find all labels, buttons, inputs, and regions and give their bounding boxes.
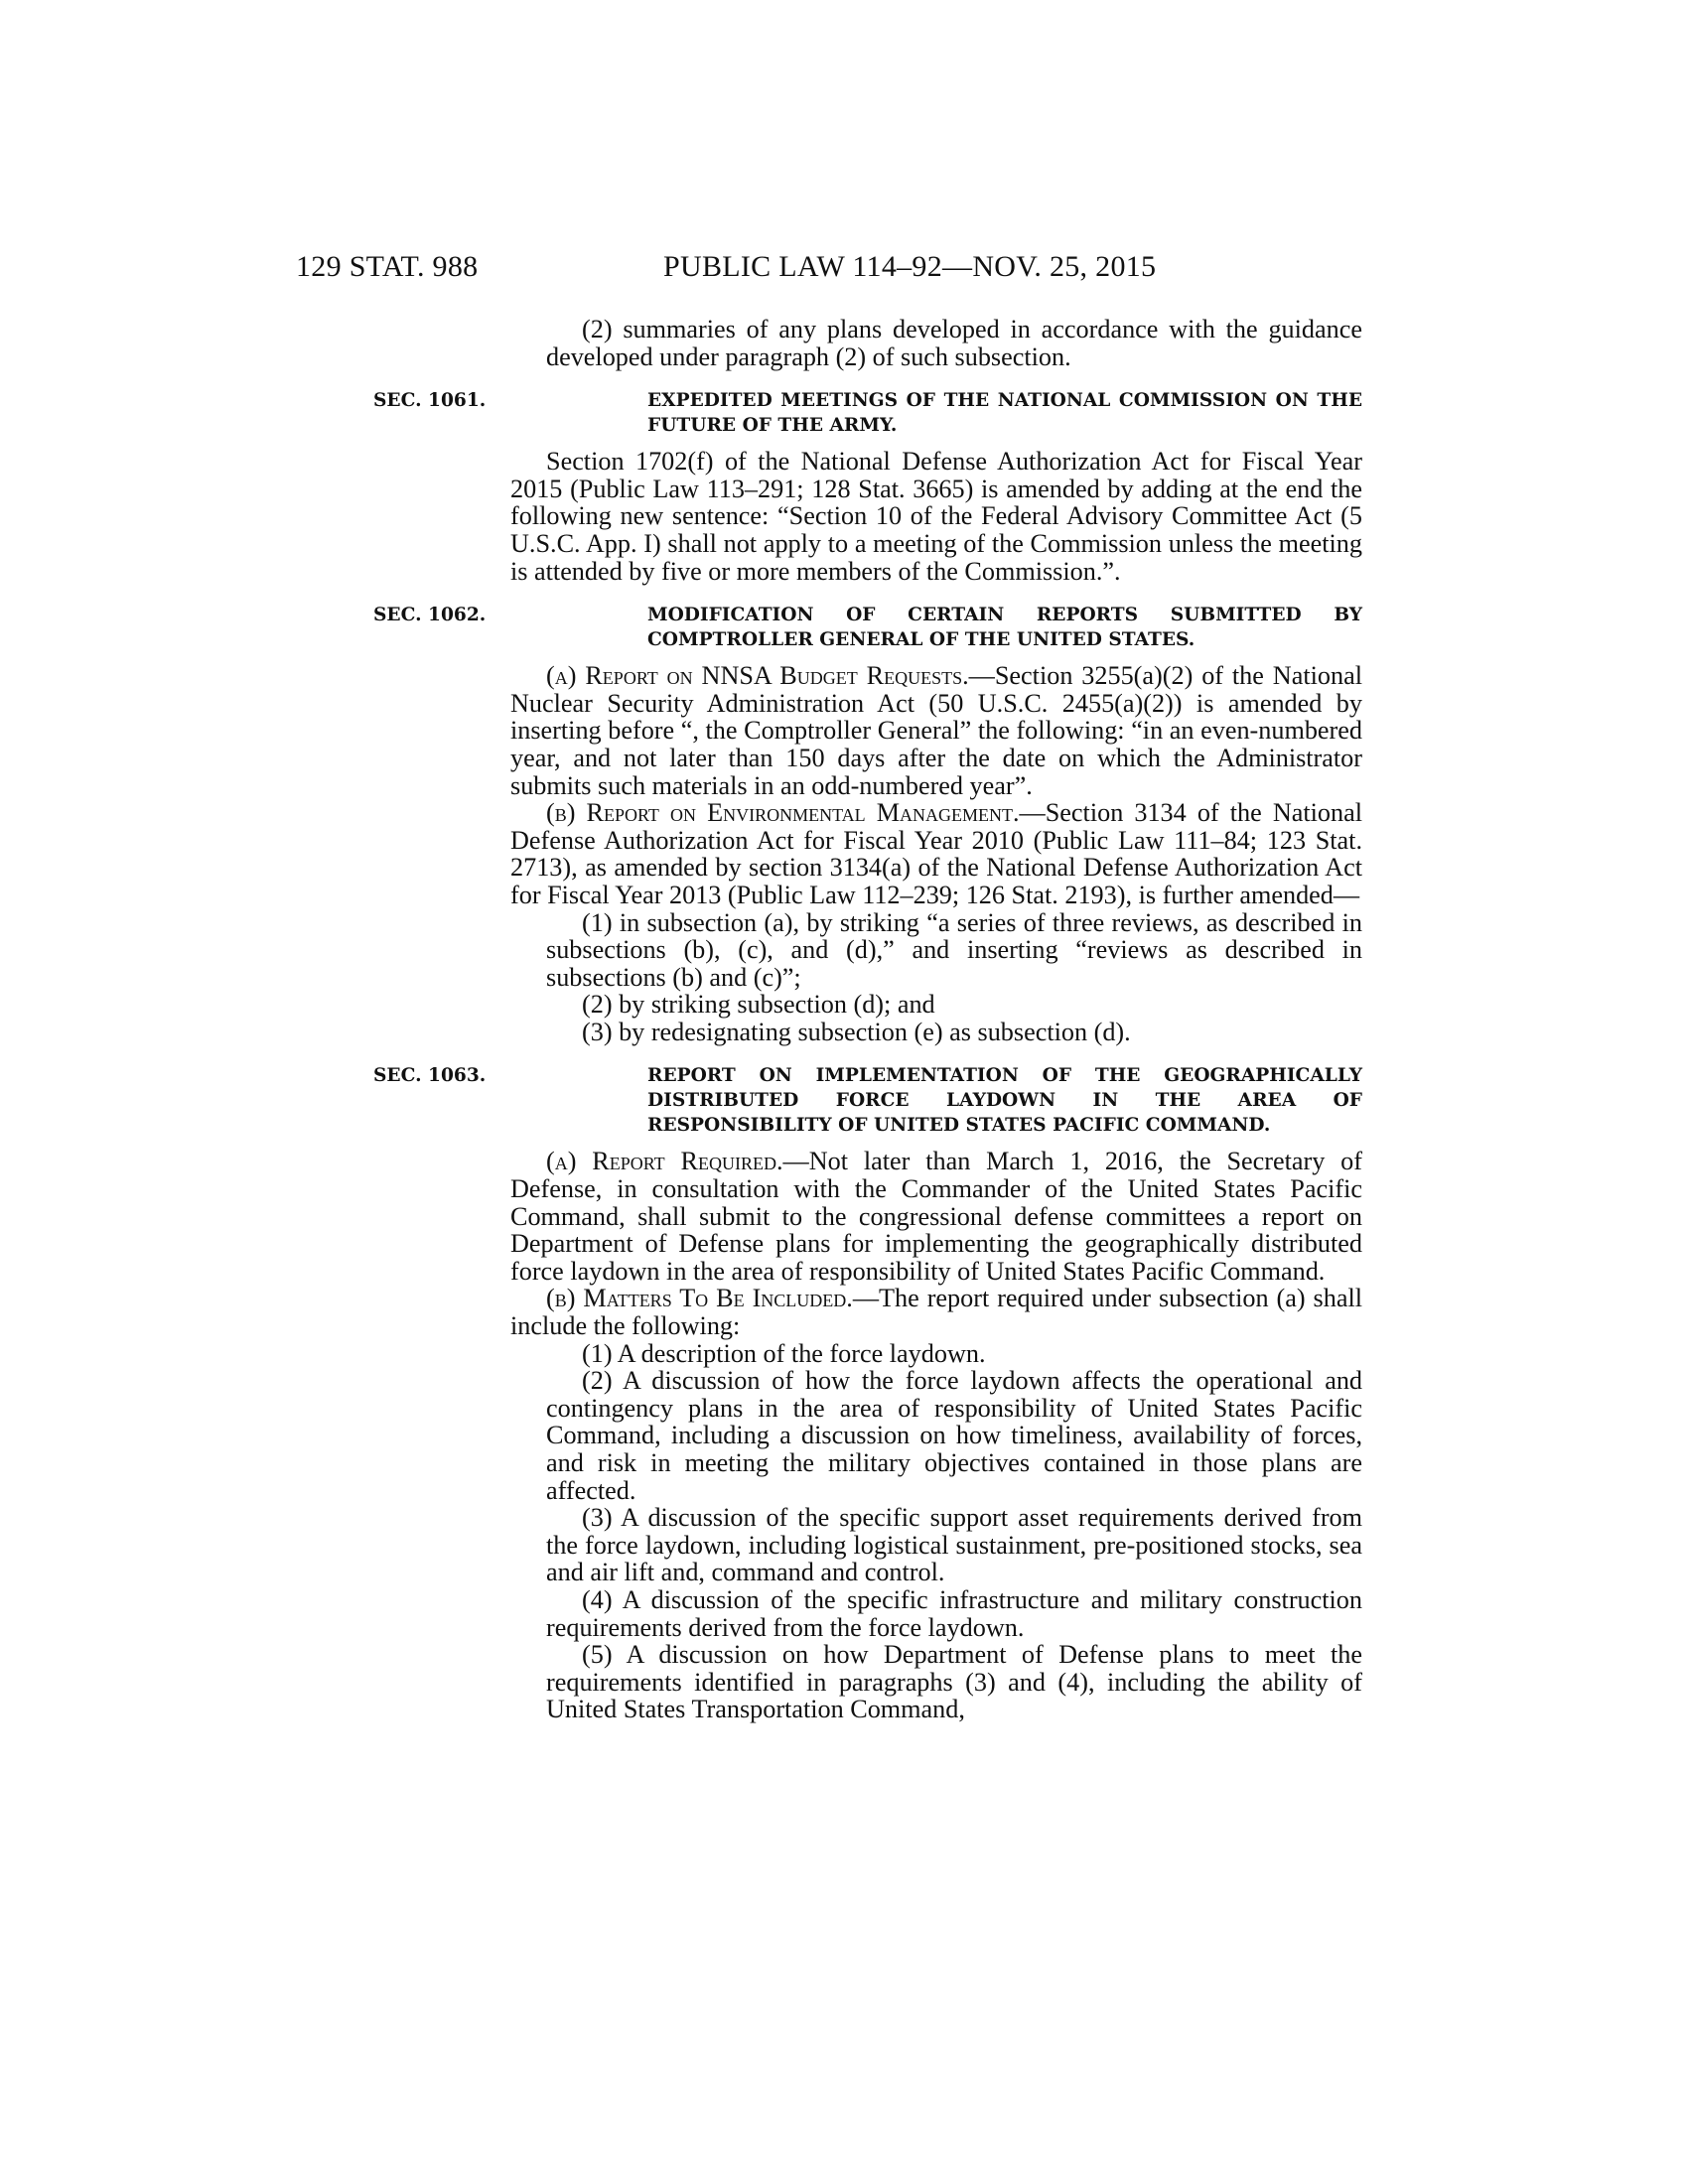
section-1063-a-heading: (a) Report Required. (546, 1147, 783, 1176)
section-1062-subsection-b (510, 799, 1362, 908)
section-1063-item-3: (3) A discussion of the specific support asset requirements derived from the force laydown, including logistical sustainment, pre-positioned stocks, sea and air lift and, command and control. (546, 1503, 1362, 1587)
section-1061-text: Section 1702(f) of the National Defense Authorization Act for Fiscal Year 2015 (Public Law 113–291; 128 Stat. 3665) is amended by adding at the end the following new sentence: “Section 10 of the Federal Advisory Committee Act (5 U.S.C. App. I) shall not apply to a meeting of the Commission unless the meeting is attended by five or more members of the Commission.”. (510, 447, 1362, 586)
section-1062-subsection-a (510, 662, 1362, 799)
section-1063-title: REPORT ON IMPLEMENTATION OF THE GEOGRAPHICALLY DISTRIBUTED FORCE LAYDOWN IN THE AREA OF RESPONSIBILITY OF UNITED STATES PACIFIC COMMAND. (647, 1065, 1362, 1137)
section-1062-heading (373, 603, 1362, 652)
section-1062-item-1: (1) in subsection (a), by striking “a series of three reviews, as described in subsections (b), (c), and (d),” and inserting “reviews as described in subsections (b) and (c)”; (546, 907, 1362, 992)
section-1062-label: SEC. 1062. (373, 605, 487, 626)
section-1061-heading (373, 388, 1362, 438)
section-1063-item-1: (1) A description of the force laydown. (582, 1338, 986, 1368)
section-1062-a-heading: (a) Report on NNSA Budget Requests. (546, 661, 969, 691)
section-1062-b-text: —Section 3134 of the National Defense Authorization Act for Fiscal Year 2010 (Public Law 111–84; 123 Stat. 2713), as amended by section 3134(a) of the National Defense Authorization Act for Fiscal Year 2013 (Public Law 112–239; 126 Stat. 2193), is further amended— (510, 798, 1362, 909)
section-1062-title: MODIFICATION OF CERTAIN REPORTS SUBMITTED BY COMPTROLLER GENERAL OF THE UNITED STATES. (647, 605, 1362, 651)
section-1063-b-heading: (b) Matters To Be Included. (546, 1284, 853, 1313)
section-1062-b-heading: (b) Report on Environmental Management. (546, 798, 1020, 828)
document-body (373, 315, 1362, 1724)
section-1063-subsection-b (510, 1285, 1362, 1339)
section-1063-item-5: (5) A discussion on how Department of Defense plans to meet the requirements identified in paragraphs (3) and (4), including the ability of United States Transportation Command, (546, 1640, 1362, 1724)
section-1063-label: SEC. 1063. (373, 1065, 487, 1087)
stat-page-number: 129 STAT. 988 (296, 250, 479, 283)
section-1061-title: EXPEDITED MEETINGS OF THE NATIONAL COMMISSION ON THE FUTURE OF THE ARMY. (647, 390, 1362, 437)
carryover-paragraph: (2) summaries of any plans developed in accordance with the guidance developed under paragraph (2) of such subsection. (546, 315, 1362, 371)
section-1063-heading (373, 1063, 1362, 1138)
section-1061-label: SEC. 1061. (373, 390, 487, 412)
section-1063-item-2: (2) A discussion of how the force laydown affects the operational and contingency plans in the area of responsibility of United States Pacific Command, including a discussion on how timeliness, availability of forces, and risk in meeting the military objectives contained in those plans are affected. (546, 1366, 1362, 1505)
section-1062-item-2: (2) by striking subsection (d); and (582, 990, 935, 1020)
section-1063-b-text: —The report required under subsection (a) shall include the following: (510, 1284, 1362, 1341)
section-1063-item-4: (4) A discussion of the specific infrastructure and military construction requirements derived from the force laydown. (546, 1584, 1362, 1642)
section-1063-a-text: —Not later than March 1, 2016, the Secretary of Defense, in consultation with the Commander of the United States Pacific Command, shall submit to the congressional defense committees a report on Department of Defense plans for implementing the geographically distributed force laydown in the area of responsibility of United States Pacific Command. (510, 1147, 1362, 1286)
section-1062-a-text: —Section 3255(a)(2) of the National Nuclear Security Administration Act (50 U.S.C. 2455(a)(2)) is amended by inserting before “, the Comptroller General” the following: “in an even-numbered year, and not later than 150 days after the date on which the Administrator submits such materials in an odd-numbered year”. (510, 661, 1362, 800)
section-1063-subsection-a (510, 1148, 1362, 1285)
page-header (296, 250, 1359, 290)
law-title: PUBLIC LAW 114–92—NOV. 25, 2015 (663, 250, 1157, 283)
section-1062-item-3: (3) by redesignating subsection (e) as subsection (d). (582, 1017, 1131, 1046)
